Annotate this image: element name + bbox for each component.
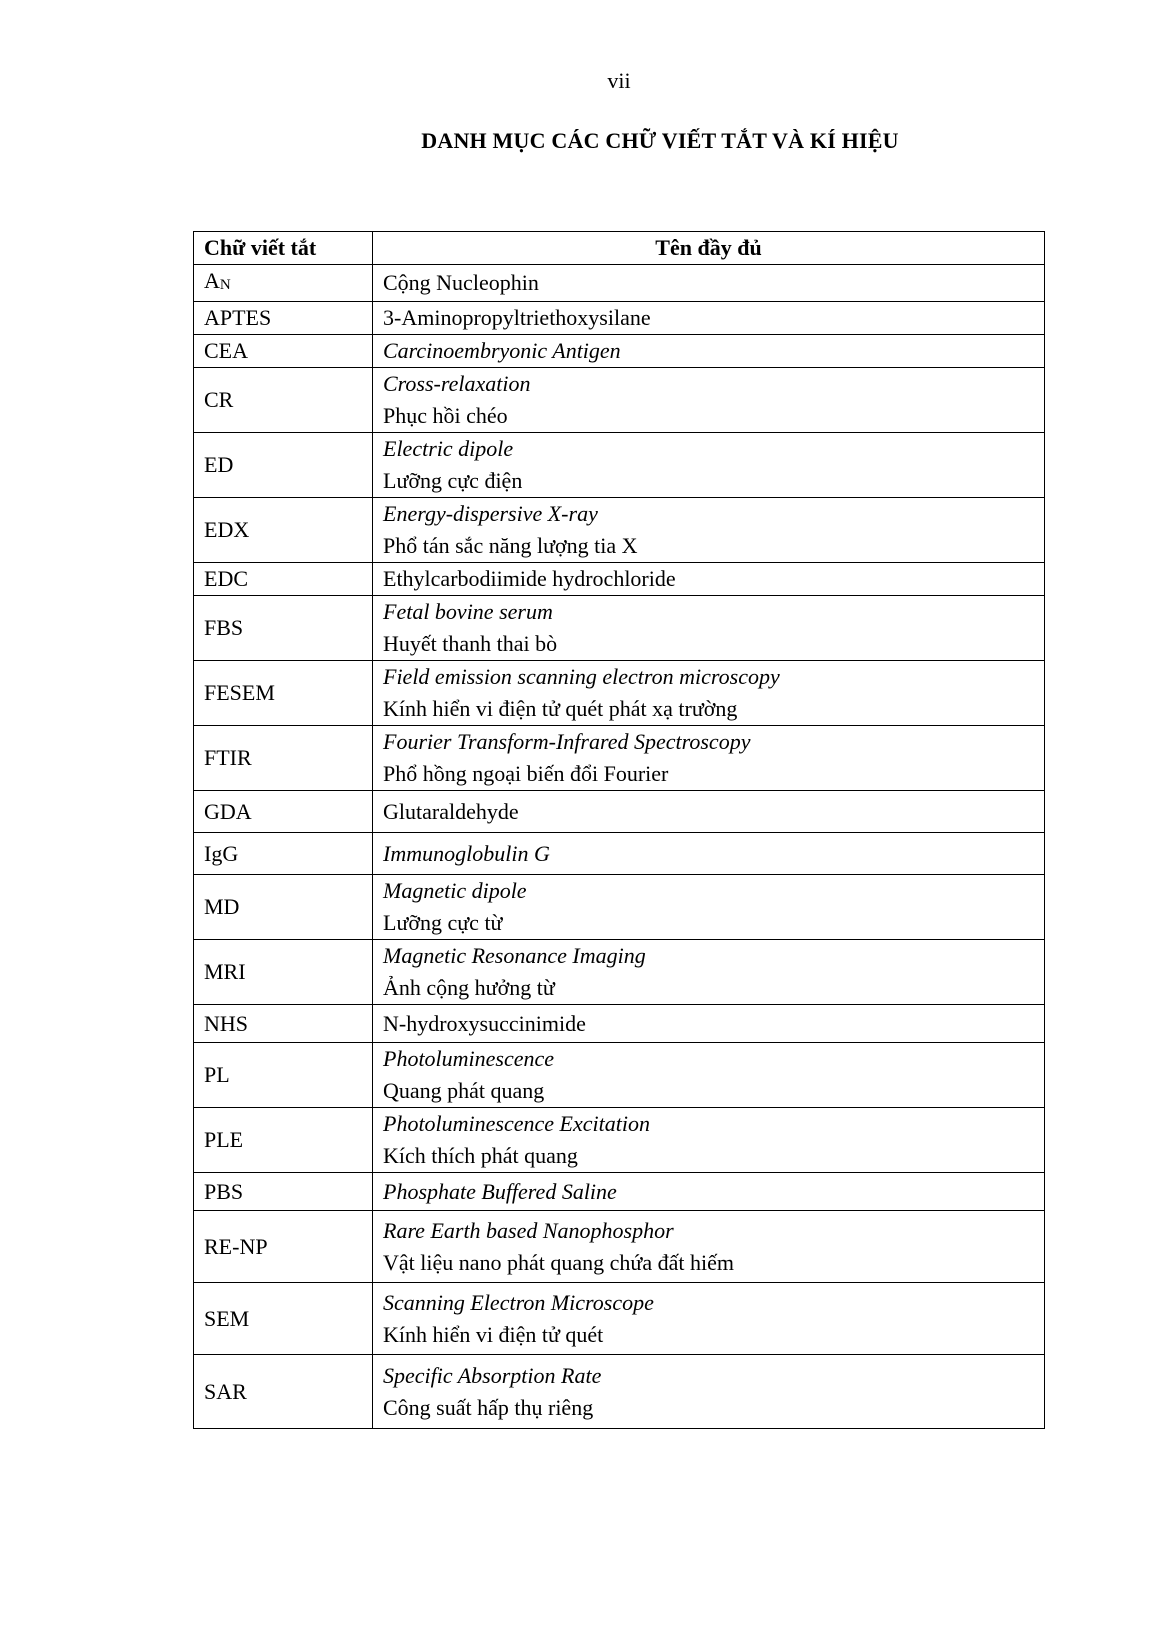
page-number: vii	[607, 68, 631, 93]
english-term: Field emission scanning electron microscopy	[383, 664, 780, 689]
vietnamese-term: Phổ hồng ngoại biến đổi Fourier	[383, 761, 669, 786]
abbreviation-cell	[194, 726, 373, 791]
vietnamese-term: Phục hồi chéo	[383, 403, 508, 428]
table-row	[194, 368, 1045, 433]
abbreviation-text: ED	[204, 452, 234, 477]
abbreviation-cell	[194, 368, 373, 433]
table-row	[194, 1108, 1045, 1173]
abbreviation-text: RE-NP	[204, 1233, 268, 1259]
english-term: Energy-dispersive X-ray	[383, 501, 598, 526]
table-row	[194, 833, 1045, 875]
vietnamese-term: Ảnh cộng hưởng từ	[383, 975, 555, 1000]
table-row	[194, 302, 1045, 335]
abbreviation-cell	[194, 498, 373, 563]
full-name-cell	[373, 1355, 1045, 1429]
table-row	[194, 1283, 1045, 1355]
english-term: Fetal bovine serum	[383, 599, 553, 624]
abbreviation-text: PLE	[204, 1127, 244, 1152]
english-term: Immunoglobulin G	[383, 840, 550, 866]
vietnamese-term: Vật liệu nano phát quang chứa đất hiếm	[383, 1249, 734, 1275]
abbreviation-text: EDC	[204, 566, 248, 591]
header-abbreviation: Chữ viết tắt	[194, 232, 373, 265]
abbreviation-table	[193, 231, 1045, 1429]
abbreviation-cell	[194, 1108, 373, 1173]
vietnamese-term: Kính hiển vi điện tử quét	[383, 1321, 604, 1347]
vietnamese-term: Quang phát quang	[383, 1078, 545, 1103]
english-term: Electric dipole	[383, 436, 514, 461]
vietnamese-term: Phổ tán sắc năng lượng tia X	[383, 533, 638, 558]
vietnamese-term: Kính hiển vi điện tử quét phát xạ trường	[383, 696, 738, 721]
abbreviation-cell	[194, 433, 373, 498]
english-term: Carcinoembryonic Antigen	[383, 338, 621, 363]
table-row	[194, 1043, 1045, 1108]
full-name-cell	[373, 1108, 1045, 1173]
page-title: DANH MỤC CÁC CHỮ VIẾT TẮT VÀ KÍ HIỆU	[421, 128, 899, 153]
english-term: Rare Earth based Nanophosphor	[383, 1217, 674, 1243]
table-row	[194, 875, 1045, 940]
english-term: Fourier Transform-Infrared Spectroscopy	[383, 729, 751, 754]
abbreviation-text: A	[204, 268, 220, 293]
full-name-cell	[373, 1211, 1045, 1283]
vietnamese-term: Kích thích phát quang	[383, 1143, 578, 1168]
abbreviation-text: SAR	[204, 1378, 247, 1404]
table-row	[194, 940, 1045, 1005]
full-name-cell	[373, 265, 1045, 302]
abbreviation-cell	[194, 875, 373, 940]
table-row	[194, 265, 1045, 302]
full-name-cell	[373, 875, 1045, 940]
vietnamese-term: Cộng Nucleophin	[383, 270, 539, 295]
full-name-cell	[373, 1173, 1045, 1211]
abbreviation-cell	[194, 1355, 373, 1429]
english-term: Photoluminescence Excitation	[383, 1111, 650, 1136]
table-row	[194, 1005, 1045, 1043]
table-row	[194, 596, 1045, 661]
full-name-cell	[373, 661, 1045, 726]
table-body	[194, 265, 1045, 1429]
table-row	[194, 1173, 1045, 1211]
table-row	[194, 433, 1045, 498]
vietnamese-term: Glutaraldehyde	[383, 798, 519, 824]
abbreviation-cell	[194, 265, 373, 302]
table-header-row	[194, 232, 1045, 265]
vietnamese-term: 3-Aminopropyltriethoxysilane	[383, 305, 651, 330]
abbreviation-cell	[194, 563, 373, 596]
full-name-cell	[373, 335, 1045, 368]
table-row	[194, 498, 1045, 563]
abbreviation-cell	[194, 302, 373, 335]
table-row	[194, 1355, 1045, 1429]
full-name-cell	[373, 1283, 1045, 1355]
abbreviation-text: FESEM	[204, 680, 275, 705]
abbreviation-cell	[194, 661, 373, 726]
abbreviation-cell	[194, 596, 373, 661]
vietnamese-term: N-hydroxysuccinimide	[383, 1010, 586, 1036]
english-term: Specific Absorption Rate	[383, 1362, 602, 1388]
full-name-cell	[373, 596, 1045, 661]
full-name-cell	[373, 302, 1045, 335]
full-name-cell	[373, 433, 1045, 498]
english-term: Magnetic dipole	[383, 878, 527, 903]
vietnamese-term: Lưỡng cực điện	[383, 468, 523, 493]
full-name-cell	[373, 1005, 1045, 1043]
table-row	[194, 563, 1045, 596]
abbreviation-text: FBS	[204, 615, 244, 640]
abbreviation-text: NHS	[204, 1010, 249, 1036]
full-name-cell	[373, 726, 1045, 791]
vietnamese-term: Lưỡng cực từ	[383, 910, 503, 935]
english-term: Magnetic Resonance Imaging	[383, 943, 646, 968]
table-row	[194, 1211, 1045, 1283]
abbreviation-cell	[194, 1283, 373, 1355]
abbreviation-cell	[194, 1043, 373, 1108]
full-name-cell	[373, 368, 1045, 433]
abbreviation-cell	[194, 1173, 373, 1211]
header-full-name: Tên đầy đủ	[373, 232, 1045, 265]
full-name-cell	[373, 940, 1045, 1005]
full-name-cell	[373, 498, 1045, 563]
abbreviation-text: EDX	[204, 517, 250, 542]
abbreviation-text: APTES	[204, 305, 272, 330]
abbreviation-text: CR	[204, 387, 234, 412]
english-term: Photoluminescence	[383, 1046, 555, 1071]
english-term: Cross-relaxation	[383, 371, 531, 396]
abbreviation-cell	[194, 791, 373, 833]
full-name-cell	[373, 833, 1045, 875]
vietnamese-term: Ethylcarbodiimide hydrochloride	[383, 566, 676, 591]
full-name-cell	[373, 791, 1045, 833]
table-row	[194, 661, 1045, 726]
abbreviation-cell	[194, 940, 373, 1005]
abbreviation-cell	[194, 1211, 373, 1283]
table-row	[194, 726, 1045, 791]
abbreviation-text: FTIR	[204, 745, 252, 770]
abbreviation-cell	[194, 833, 373, 875]
abbreviation-cell	[194, 1005, 373, 1043]
abbreviation-cell	[194, 335, 373, 368]
english-term: Phosphate Buffered Saline	[383, 1178, 617, 1204]
table-row	[194, 791, 1045, 833]
table-row	[194, 335, 1045, 368]
abbreviation-text: IgG	[204, 840, 239, 866]
abbreviation-text: PBS	[204, 1178, 244, 1204]
full-name-cell	[373, 563, 1045, 596]
english-term: Scanning Electron Microscope	[383, 1289, 654, 1315]
abbreviation-text: SEM	[204, 1305, 250, 1331]
full-name-cell	[373, 1043, 1045, 1108]
vietnamese-term: Công suất hấp thụ riêng	[383, 1394, 594, 1420]
abbreviation-text: PL	[204, 1062, 230, 1087]
abbreviation-text: GDA	[204, 798, 252, 824]
abbreviation-text: CEA	[204, 338, 248, 363]
abbreviation-text: MD	[204, 894, 240, 919]
abbreviation-text: MRI	[204, 959, 246, 984]
vietnamese-term: Huyết thanh thai bò	[383, 631, 558, 656]
abbreviation-subscript: N	[219, 277, 231, 293]
